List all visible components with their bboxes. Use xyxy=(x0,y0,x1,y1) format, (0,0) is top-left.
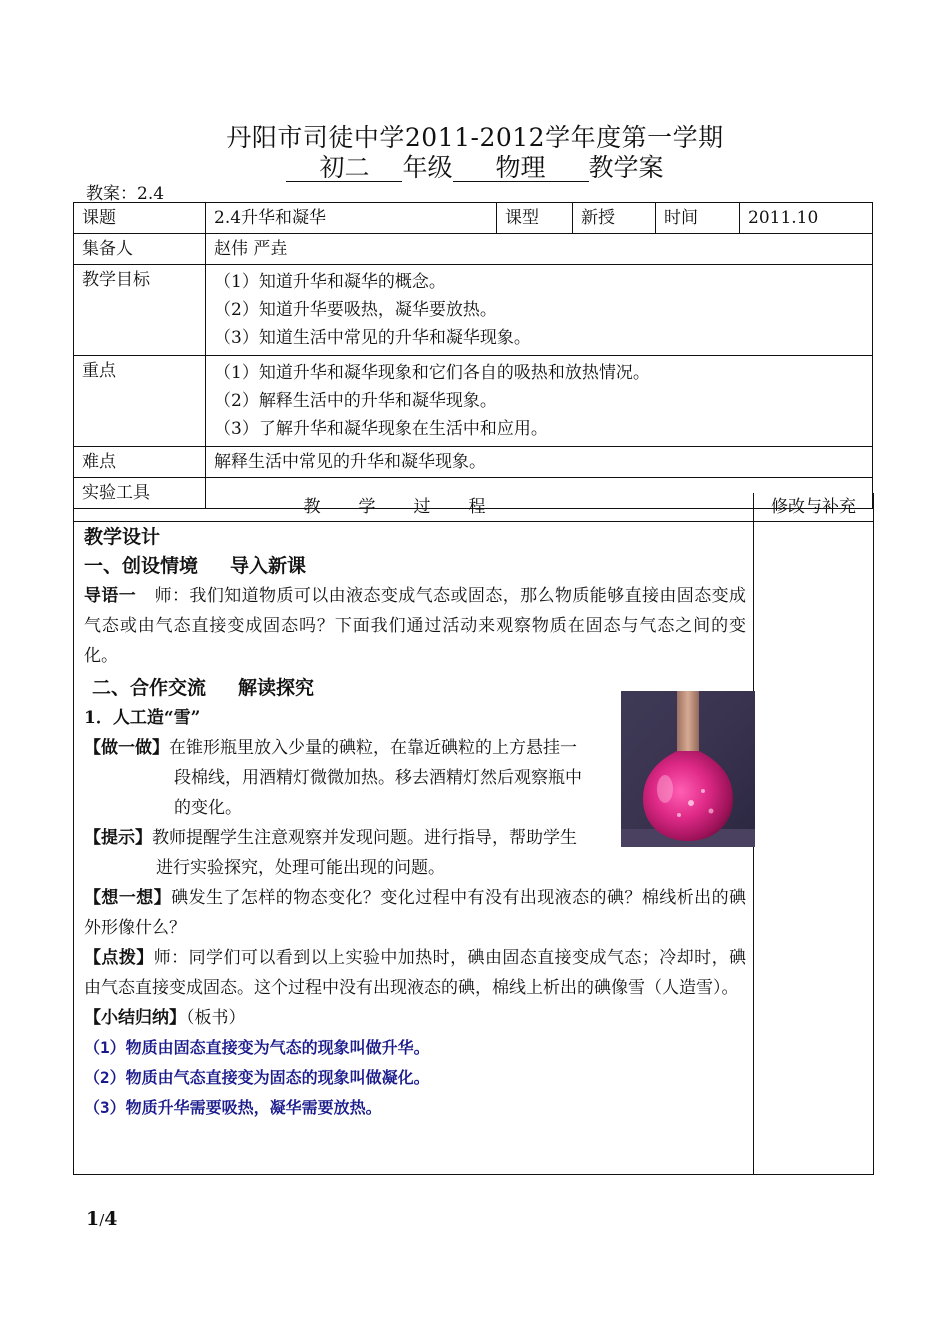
guide-paragraph xyxy=(84,943,746,1003)
item-1-title: 1．人工造“雪” xyxy=(84,708,201,728)
doc-type: 教学案 xyxy=(588,153,664,182)
section-1-heading xyxy=(84,551,746,581)
lesson-number: 教案：2.4 xyxy=(86,184,165,204)
key-item: （1）知道升华和凝华现象和它们各自的吸热和放热情况。 xyxy=(214,363,650,383)
intro-label: 导语一 xyxy=(84,586,137,606)
summary-label: 【小结归纳】 xyxy=(84,1008,186,1028)
lesson-info-table xyxy=(73,202,873,509)
key-item: （3）了解升华和凝华现象在生活中和应用。 xyxy=(214,419,548,439)
think-text: 碘发生了怎样的物态变化？变化过程中有没有出现液态的碘？棉线析出的碘外形像什么？ xyxy=(84,888,747,938)
tools-label: 实验工具 xyxy=(74,478,206,509)
page-separator: / xyxy=(99,1211,105,1229)
goals-value xyxy=(206,265,873,356)
tip-text-1: 教师提醒学生注意观察并发现问题。进行指导，帮助学生 xyxy=(152,828,577,848)
goals-row xyxy=(74,265,873,356)
difficulty-row xyxy=(74,447,873,478)
key-row xyxy=(74,356,873,447)
think-paragraph xyxy=(84,883,746,943)
section-2-title: 二、合作交流 xyxy=(92,677,207,699)
goals-label: 教学目标 xyxy=(74,265,206,356)
subject-field: 物理 xyxy=(453,155,589,182)
summary-note: （板书） xyxy=(186,1008,246,1028)
type-value: 新授 xyxy=(573,203,656,234)
goal-item: （3）知道生活中常见的升华和凝华现象。 xyxy=(214,328,531,348)
page-total: 4 xyxy=(104,1208,118,1230)
revise-header: 修改与补充 xyxy=(754,493,873,522)
prepared-row xyxy=(74,234,873,265)
revise-column-divider xyxy=(753,521,754,1174)
think-label: 【想一想】 xyxy=(84,888,172,908)
document-title: 丹阳市司徒中学2011-2012学年度第一学期 xyxy=(226,123,724,152)
process-header: 教学过程 xyxy=(74,493,754,522)
summary-item: （3）物质升华需要吸热，凝华需要放热。 xyxy=(84,1098,382,1117)
time-label: 时间 xyxy=(656,203,740,234)
guide-text: 师：同学们可以看到以上实验中加热时，碘由固态直接变成气态；冷却时，碘由气态直接变成固态。这个过程中没有出现液态的碘，棉线上析出的碘像雪（人造雪）。 xyxy=(84,948,747,998)
do-text-3: 的变化。 xyxy=(174,798,242,818)
do-label: 【做一做】 xyxy=(84,738,169,758)
do-text-2: 段棉线，用酒精灯微微加热。移去酒精灯然后观察瓶中 xyxy=(174,768,582,788)
do-text-1: 在锥形瓶里放入少量的碘粒，在靠近碘粒的上方悬挂一 xyxy=(169,738,577,758)
goal-item: （1）知道升华和凝华的概念。 xyxy=(214,272,446,292)
do-paragraph xyxy=(84,733,606,763)
key-label: 重点 xyxy=(74,356,206,447)
prepared-label: 集备人 xyxy=(74,234,206,265)
design-title: 教学设计 xyxy=(84,526,161,548)
summary-item: （1）物质由固态直接变为气态的现象叫做升华。 xyxy=(84,1038,430,1057)
goal-item: （2）知道升华要吸热，凝华要放热。 xyxy=(214,300,497,320)
section-2-subtitle: 解读探究 xyxy=(238,677,315,699)
topic-label: 课题 xyxy=(74,203,206,234)
guide-label: 【点拨】 xyxy=(84,948,154,968)
page-current: 1 xyxy=(86,1208,100,1230)
intro-paragraph xyxy=(84,581,746,671)
summary-item: （2）物质由气态直接变为固态的现象叫做凝化。 xyxy=(84,1068,430,1087)
difficulty-value: 解释生活中常见的升华和凝华现象。 xyxy=(206,447,873,478)
topic-value: 2.4升华和凝华 xyxy=(206,203,497,234)
intro-text: 师：我们知道物质可以由液态变成气态或固态，那么物质能够直接由固态变成气态或由气态直接变成固态吗？下面我们通过活动来观察物质在固态与气态之间的变化。 xyxy=(84,586,747,666)
key-value xyxy=(206,356,873,447)
type-label: 课型 xyxy=(497,203,573,234)
grade-suffix: 年级 xyxy=(402,153,453,182)
tip-label: 【提示】 xyxy=(84,828,152,848)
key-item: （2）解释生活中的升华和凝华现象。 xyxy=(214,391,497,411)
iodine-flask-photo xyxy=(621,691,755,847)
topic-row xyxy=(74,203,873,234)
section-1-subtitle: 导入新课 xyxy=(230,555,307,577)
tip-text-2: 进行实验探究，处理可能出现的问题。 xyxy=(156,858,445,878)
page-number xyxy=(86,1208,118,1230)
prepared-value: 赵伟 严垚 xyxy=(206,234,873,265)
grade-field: 初二 xyxy=(286,155,402,182)
summary-heading xyxy=(84,1003,746,1033)
time-value: 2011.10 xyxy=(740,203,873,234)
difficulty-label: 难点 xyxy=(74,447,206,478)
section-1-title: 一、创设情境 xyxy=(84,555,199,577)
